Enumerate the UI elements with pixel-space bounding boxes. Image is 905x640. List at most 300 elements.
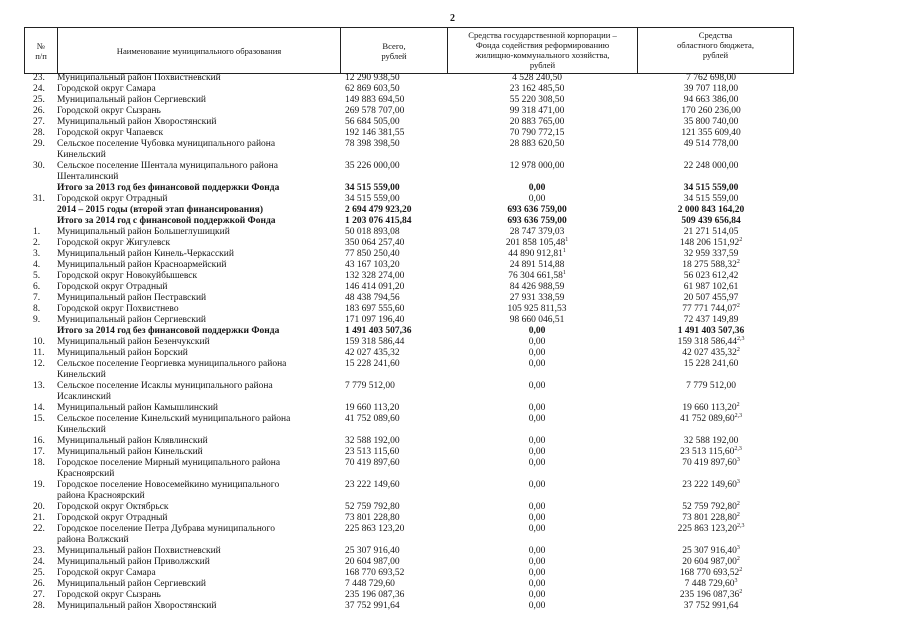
row-regional: 7 762 698,00 [686, 73, 736, 83]
row-regional: 7 779 512,00 [686, 381, 736, 391]
row-number: 3. [33, 249, 41, 259]
row-fund: 99 318 471,00 [509, 106, 565, 116]
row-name: Городское поселение Новосемейкино муниципального района Красноярский [57, 480, 280, 501]
row-fund: 0,00 [528, 601, 546, 611]
footnote-mark: 2 [739, 589, 743, 595]
row-name: Муниципальный район Сергиевский [57, 579, 206, 589]
row-regional: 170 260 236,00 [681, 106, 741, 116]
row-fund-cell [445, 260, 629, 271]
row-fund: 201 858 105,48 [505, 238, 566, 248]
row-name: Муниципальный район Клявлинский [57, 436, 208, 446]
row-number: 6. [33, 282, 41, 292]
footnote-mark: 2,3 [736, 523, 745, 529]
row-regional: 23 513 115,60 [680, 447, 735, 457]
row-fund-cell [445, 414, 629, 425]
header-total-line: рублей [381, 50, 407, 61]
row-regional: 32 588 192,00 [683, 436, 739, 446]
row-name: Городской округ Октябрьск [57, 502, 169, 512]
row-regional-cell [640, 579, 782, 590]
subtotal-row [24, 326, 794, 337]
row-fund-cell [445, 282, 629, 293]
row-regional: 37 752 991,64 [683, 601, 739, 611]
row-fund-cell [445, 601, 629, 612]
row-regional-cell [640, 359, 782, 370]
row-fund: 0,00 [528, 557, 546, 567]
row-name: Итого за 2013 год без финансовой поддержки Фонда [57, 183, 280, 193]
row-fund-cell [445, 117, 629, 128]
row-regional: 235 196 087,36 [679, 590, 740, 600]
row-total: 225 863 123,20 [345, 524, 405, 534]
row-fund: 0,00 [528, 326, 546, 336]
row-name: Сельское поселение Шентала муниципального района Шенталинский [57, 161, 278, 182]
row-regional-cell [640, 260, 782, 271]
row-total: 7 448 729,60 [345, 579, 395, 589]
page-number: 2 [450, 13, 455, 24]
row-regional: 121 355 609,40 [681, 128, 741, 138]
table-row [24, 447, 794, 458]
row-fund-cell [445, 216, 629, 227]
row-regional-cell [640, 106, 782, 117]
row-fund-cell [445, 106, 629, 117]
footnote-mark: 2 [736, 347, 740, 353]
table-row [24, 293, 794, 304]
row-total: 159 318 586,44 [345, 337, 405, 347]
row-total: 43 167 103,20 [345, 260, 400, 270]
row-fund: 105 925 811,53 [507, 304, 567, 314]
row-regional: 7 448 729,60 [684, 579, 735, 589]
row-number: 25. [33, 568, 45, 578]
table-row [24, 95, 794, 106]
row-regional: 1 491 403 507,36 [677, 326, 745, 336]
row-fund-cell [445, 557, 629, 568]
row-total: 23 222 149,60 [345, 480, 400, 490]
row-fund: 0,00 [528, 194, 546, 204]
row-number: 20. [33, 502, 45, 512]
row-regional-cell [640, 293, 782, 304]
row-fund: 0,00 [528, 546, 546, 556]
footnote-mark: 1 [565, 237, 569, 243]
row-number: 30. [33, 161, 45, 171]
row-regional: 56 023 612,42 [683, 271, 739, 281]
footnote-mark: 2 [736, 501, 740, 507]
row-fund: 0,00 [528, 568, 546, 578]
row-fund: 12 978 000,00 [509, 161, 565, 171]
row-regional: 20 604 987,00 [682, 557, 737, 567]
row-number: 7. [33, 293, 41, 303]
row-fund-cell [445, 183, 629, 194]
row-regional: 168 770 693,52 [679, 568, 740, 578]
row-name: Сельское поселение Исаклы муниципального района Исаклинский [57, 381, 273, 402]
row-total: 34 515 559,00 [345, 183, 400, 193]
table-row [24, 381, 794, 403]
row-fund-cell [445, 480, 629, 491]
subtotal-row [24, 205, 794, 216]
row-fund: 0,00 [528, 348, 546, 358]
row-regional: 39 707 118,00 [683, 84, 739, 94]
row-fund-cell [445, 249, 629, 260]
row-total: 350 064 257,40 [345, 238, 405, 248]
row-number: 17. [33, 447, 45, 457]
row-name: Городской округ Сызрань [57, 106, 161, 116]
row-fund: 23 162 485,50 [509, 84, 565, 94]
row-total: 73 801 228,80 [345, 513, 400, 523]
row-name: Городской округ Жигулевск [57, 238, 171, 248]
subtotal-row [24, 216, 794, 227]
row-number: 31. [33, 194, 45, 204]
table-row [24, 304, 794, 315]
row-regional: 34 515 559,00 [683, 183, 739, 193]
row-total: 171 097 196,40 [345, 315, 405, 325]
row-name: Городской округ Сызрань [57, 590, 161, 600]
table-row [24, 271, 794, 282]
row-regional: 159 318 586,44 [677, 337, 737, 347]
row-regional-cell [640, 205, 782, 216]
header-fund [447, 28, 637, 73]
footnote-mark: 2,3 [734, 413, 743, 419]
row-fund: 0,00 [528, 183, 546, 193]
row-total: 1 203 076 415,84 [345, 216, 412, 226]
row-number: 27. [33, 117, 45, 127]
row-regional: 148 206 151,92 [679, 238, 740, 248]
row-number: 10. [33, 337, 45, 347]
row-number: 18. [33, 458, 45, 468]
row-fund-cell [445, 590, 629, 601]
row-total: 34 515 559,00 [345, 194, 400, 204]
row-number: 24. [33, 557, 45, 567]
row-regional-cell [640, 95, 782, 106]
row-regional-cell [640, 513, 782, 524]
row-name: Муниципальный район Камышлинский [57, 403, 218, 413]
row-regional-cell [640, 161, 782, 172]
row-fund-cell [445, 315, 629, 326]
row-regional: 19 660 113,20 [682, 403, 737, 413]
row-regional-cell [640, 568, 782, 579]
footnote-mark: 2 [736, 259, 740, 265]
row-regional-cell [640, 271, 782, 282]
row-total: 132 328 274,00 [345, 271, 405, 281]
row-total: 70 419 897,60 [345, 458, 400, 468]
row-number: 28. [33, 601, 45, 611]
footnote-mark: 3 [736, 545, 740, 551]
row-total: 42 027 435,32 [345, 348, 400, 358]
row-fund-cell [445, 84, 629, 95]
row-name: Городское поселение Петра Дубрава муниципального района Волжский [57, 524, 275, 545]
row-fund: 0,00 [528, 403, 546, 413]
row-fund-cell [445, 568, 629, 579]
table-row [24, 546, 794, 557]
row-name: Городской округ Новокуйбышевск [57, 271, 198, 281]
row-number: 16. [33, 436, 45, 446]
row-fund-cell [445, 326, 629, 337]
row-fund: 0,00 [528, 502, 546, 512]
row-regional: 49 514 778,00 [683, 139, 739, 149]
row-regional: 32 959 337,59 [683, 249, 739, 259]
row-fund: 28 747 379,03 [509, 227, 565, 237]
table-row [24, 568, 794, 579]
header-total-line: Всего, [382, 40, 406, 51]
row-fund: 20 883 765,00 [509, 117, 565, 127]
row-fund-cell [445, 293, 629, 304]
table-row [24, 524, 794, 546]
row-name: Муниципальный район Кинель-Черкасский [57, 249, 234, 259]
row-fund-cell [445, 513, 629, 524]
table-row [24, 458, 794, 480]
row-regional: 73 801 228,80 [682, 513, 737, 523]
table-row [24, 106, 794, 117]
row-total: 77 850 250,40 [345, 249, 400, 259]
row-name: Муниципальный район Сергиевский [57, 315, 206, 325]
row-total: 32 588 192,00 [345, 436, 400, 446]
row-total: 48 438 794,56 [345, 293, 400, 303]
row-fund-cell [445, 447, 629, 458]
row-regional: 23 222 149,60 [682, 480, 737, 490]
row-number: 8. [33, 304, 41, 314]
row-name: Сельское поселение Кинельский муниципального района Кинельский [57, 414, 291, 435]
row-total: 146 414 091,20 [345, 282, 405, 292]
row-fund: 0,00 [528, 480, 546, 490]
row-number: 5. [33, 271, 41, 281]
header-number-line: п/п [35, 50, 47, 61]
header-fund-line: Средства государственной корпорации – [468, 30, 617, 40]
row-name: Городской округ Самара [57, 84, 156, 94]
row-number: 19. [33, 480, 45, 490]
header-number-line: № [36, 40, 46, 51]
table-row [24, 84, 794, 95]
row-total: 52 759 792,80 [345, 502, 400, 512]
row-total: 1 491 403 507,36 [345, 326, 412, 336]
row-regional-cell [640, 227, 782, 238]
row-number: 28. [33, 128, 45, 138]
row-total: 192 146 381,55 [345, 128, 405, 138]
row-fund: 0,00 [528, 381, 546, 391]
row-name: Муниципальный район Кинельский [57, 447, 203, 457]
row-regional: 225 863 123,20 [677, 524, 737, 534]
row-name: Сельское поселение Георгиевка муниципального района Кинельский [57, 359, 287, 380]
table-body [24, 73, 794, 612]
row-regional-cell [640, 117, 782, 128]
row-fund-cell [445, 381, 629, 392]
row-fund-cell [445, 524, 629, 535]
row-regional-cell [640, 194, 782, 205]
header-fund-line: рублей [529, 60, 556, 70]
row-name: Итого за 2014 год без финансовой поддержки Фонда [57, 326, 280, 336]
row-fund: 0,00 [528, 524, 546, 534]
row-regional-cell [640, 315, 782, 326]
row-fund: 693 636 759,00 [507, 205, 567, 215]
row-fund: 84 426 988,59 [509, 282, 565, 292]
row-name: Городской округ Отрадный [57, 282, 168, 292]
table-row [24, 73, 794, 84]
row-name: Муниципальный район Большеглушицкий [57, 227, 230, 237]
row-total: 15 228 241,60 [345, 359, 400, 369]
footnote-mark: 3 [736, 479, 740, 485]
row-number: 12. [33, 359, 45, 369]
row-name: Городское поселение Мирный муниципального района Красноярский [57, 458, 281, 479]
row-fund-cell [445, 359, 629, 370]
row-regional: 77 771 744,07 [682, 304, 737, 314]
row-fund: 24 891 514,88 [509, 260, 565, 270]
row-total: 25 307 916,40 [345, 546, 400, 556]
row-number: 23. [33, 546, 45, 556]
table-row [24, 315, 794, 326]
row-total: 35 226 000,00 [345, 161, 400, 171]
row-regional: 94 663 386,00 [683, 95, 739, 105]
footnote-mark: 3 [736, 457, 740, 463]
row-regional: 61 987 102,61 [683, 282, 739, 292]
row-regional-cell [640, 84, 782, 95]
header-name [57, 28, 340, 73]
row-regional: 20 507 455,97 [683, 293, 739, 303]
row-regional-cell [640, 590, 782, 601]
row-regional: 35 800 740,00 [683, 117, 739, 127]
row-total: 23 513 115,60 [345, 447, 400, 457]
row-fund-cell [445, 579, 629, 590]
row-regional-cell [640, 601, 782, 612]
row-fund-cell [445, 161, 629, 172]
row-fund: 44 890 912,81 [508, 249, 563, 259]
row-name: Итого за 2014 год с финансовой поддержкой Фонда [57, 216, 276, 226]
row-regional: 42 027 435,32 [682, 348, 737, 358]
row-fund: 4 528 240,50 [512, 73, 562, 83]
table-row [24, 238, 794, 249]
header-fund-line: Фонда содействия реформированию [475, 40, 610, 50]
header-regional-line: Средства [698, 30, 733, 40]
row-fund-cell [445, 238, 629, 249]
table-row [24, 359, 794, 381]
row-regional-cell [640, 414, 782, 425]
table-header [24, 27, 794, 74]
footnote-mark: 2 [739, 237, 743, 243]
row-name: Муниципальный район Хворостянский [57, 117, 217, 127]
row-total: 56 684 505,00 [345, 117, 400, 127]
footnote-mark: 3 [734, 578, 738, 584]
row-number: 21. [33, 513, 45, 523]
row-fund: 0,00 [528, 447, 546, 457]
row-regional: 509 439 656,84 [681, 216, 741, 226]
table-row [24, 227, 794, 238]
row-fund-cell [445, 95, 629, 106]
header-number [24, 28, 57, 73]
footnote-mark: 2 [736, 303, 740, 309]
row-fund-cell [445, 403, 629, 414]
row-regional-cell [640, 183, 782, 194]
row-name: Муниципальный район Похвистневский [57, 73, 221, 83]
row-number: 26. [33, 579, 45, 589]
row-name: Муниципальный район Сергиевский [57, 95, 206, 105]
row-number: 29. [33, 139, 45, 149]
row-total: 50 018 893,08 [345, 227, 400, 237]
row-fund-cell [445, 348, 629, 359]
row-fund: 0,00 [528, 513, 546, 523]
row-number: 14. [33, 403, 45, 413]
footnote-mark: 2 [736, 512, 740, 518]
row-fund-cell [445, 502, 629, 513]
row-regional: 72 437 149,89 [683, 315, 739, 325]
table-row [24, 414, 794, 436]
row-fund-cell [445, 546, 629, 557]
footnote-mark: 2 [736, 402, 740, 408]
row-regional: 15 228 241,60 [683, 359, 739, 369]
row-fund-cell [445, 205, 629, 216]
row-regional-cell [640, 216, 782, 227]
table-row [24, 601, 794, 612]
table-row [24, 403, 794, 414]
row-name: Муниципальный район Борский [57, 348, 188, 358]
row-fund: 0,00 [528, 337, 546, 347]
row-regional-cell [640, 238, 782, 249]
row-name: Сельское поселение Чубовка муниципального района Кинельский [57, 139, 276, 160]
row-total: 41 752 089,60 [345, 414, 400, 424]
table-row [24, 590, 794, 601]
row-regional-cell [640, 480, 782, 491]
row-regional-cell [640, 282, 782, 293]
row-number: 23. [33, 73, 45, 83]
row-fund-cell [445, 139, 629, 150]
row-number: 24. [33, 84, 45, 94]
row-fund-cell [445, 458, 629, 469]
row-total: 19 660 113,20 [345, 403, 400, 413]
row-regional-cell [640, 381, 782, 392]
row-regional-cell [640, 524, 782, 535]
row-fund-cell [445, 128, 629, 139]
table-row [24, 480, 794, 502]
row-regional-cell [640, 348, 782, 359]
table-row [24, 282, 794, 293]
row-total: 183 697 555,60 [345, 304, 405, 314]
row-total: 78 398 398,50 [345, 139, 400, 149]
row-fund: 0,00 [528, 579, 546, 589]
row-name: Муниципальный район Безенчукский [57, 337, 210, 347]
row-name: Муниципальный район Приволжский [57, 557, 210, 567]
row-regional: 18 275 588,32 [682, 260, 737, 270]
row-name: 2014 – 2015 годы (второй этап финансирования) [57, 205, 263, 215]
footnote-mark: 2,3 [736, 336, 745, 342]
row-number: 25. [33, 95, 45, 105]
row-regional: 22 248 000,00 [683, 161, 739, 171]
row-total: 20 604 987,00 [345, 557, 400, 567]
footnote-mark: 1 [562, 270, 566, 276]
row-regional-cell [640, 304, 782, 315]
row-regional-cell [640, 557, 782, 568]
footnote-mark: 2 [739, 567, 743, 573]
row-total: 12 290 938,50 [345, 73, 400, 83]
row-regional: 25 307 916,40 [682, 546, 737, 556]
row-total: 168 770 693,52 [345, 568, 405, 578]
row-fund: 693 636 759,00 [507, 216, 567, 226]
row-regional-cell [640, 249, 782, 260]
row-name: Городской округ Отрадный [57, 513, 168, 523]
row-regional: 21 271 514,05 [683, 227, 739, 237]
footnote-mark: 2 [736, 556, 740, 562]
table-row [24, 513, 794, 524]
row-fund: 28 883 620,50 [509, 139, 565, 149]
table-row [24, 139, 794, 161]
row-regional: 41 752 089,60 [679, 414, 735, 424]
row-regional: 2 000 843 164,20 [677, 205, 745, 215]
table-row [24, 502, 794, 513]
row-fund-cell [445, 271, 629, 282]
row-name: Городской округ Отрадный [57, 194, 168, 204]
table-row [24, 128, 794, 139]
table-row [24, 348, 794, 359]
header-regional-line: рублей [702, 50, 729, 60]
row-regional-cell [640, 73, 782, 84]
row-fund: 70 790 772,15 [509, 128, 565, 138]
table-row [24, 117, 794, 128]
row-regional-cell [640, 139, 782, 150]
row-number: 26. [33, 106, 45, 116]
row-total: 269 578 707,00 [345, 106, 405, 116]
